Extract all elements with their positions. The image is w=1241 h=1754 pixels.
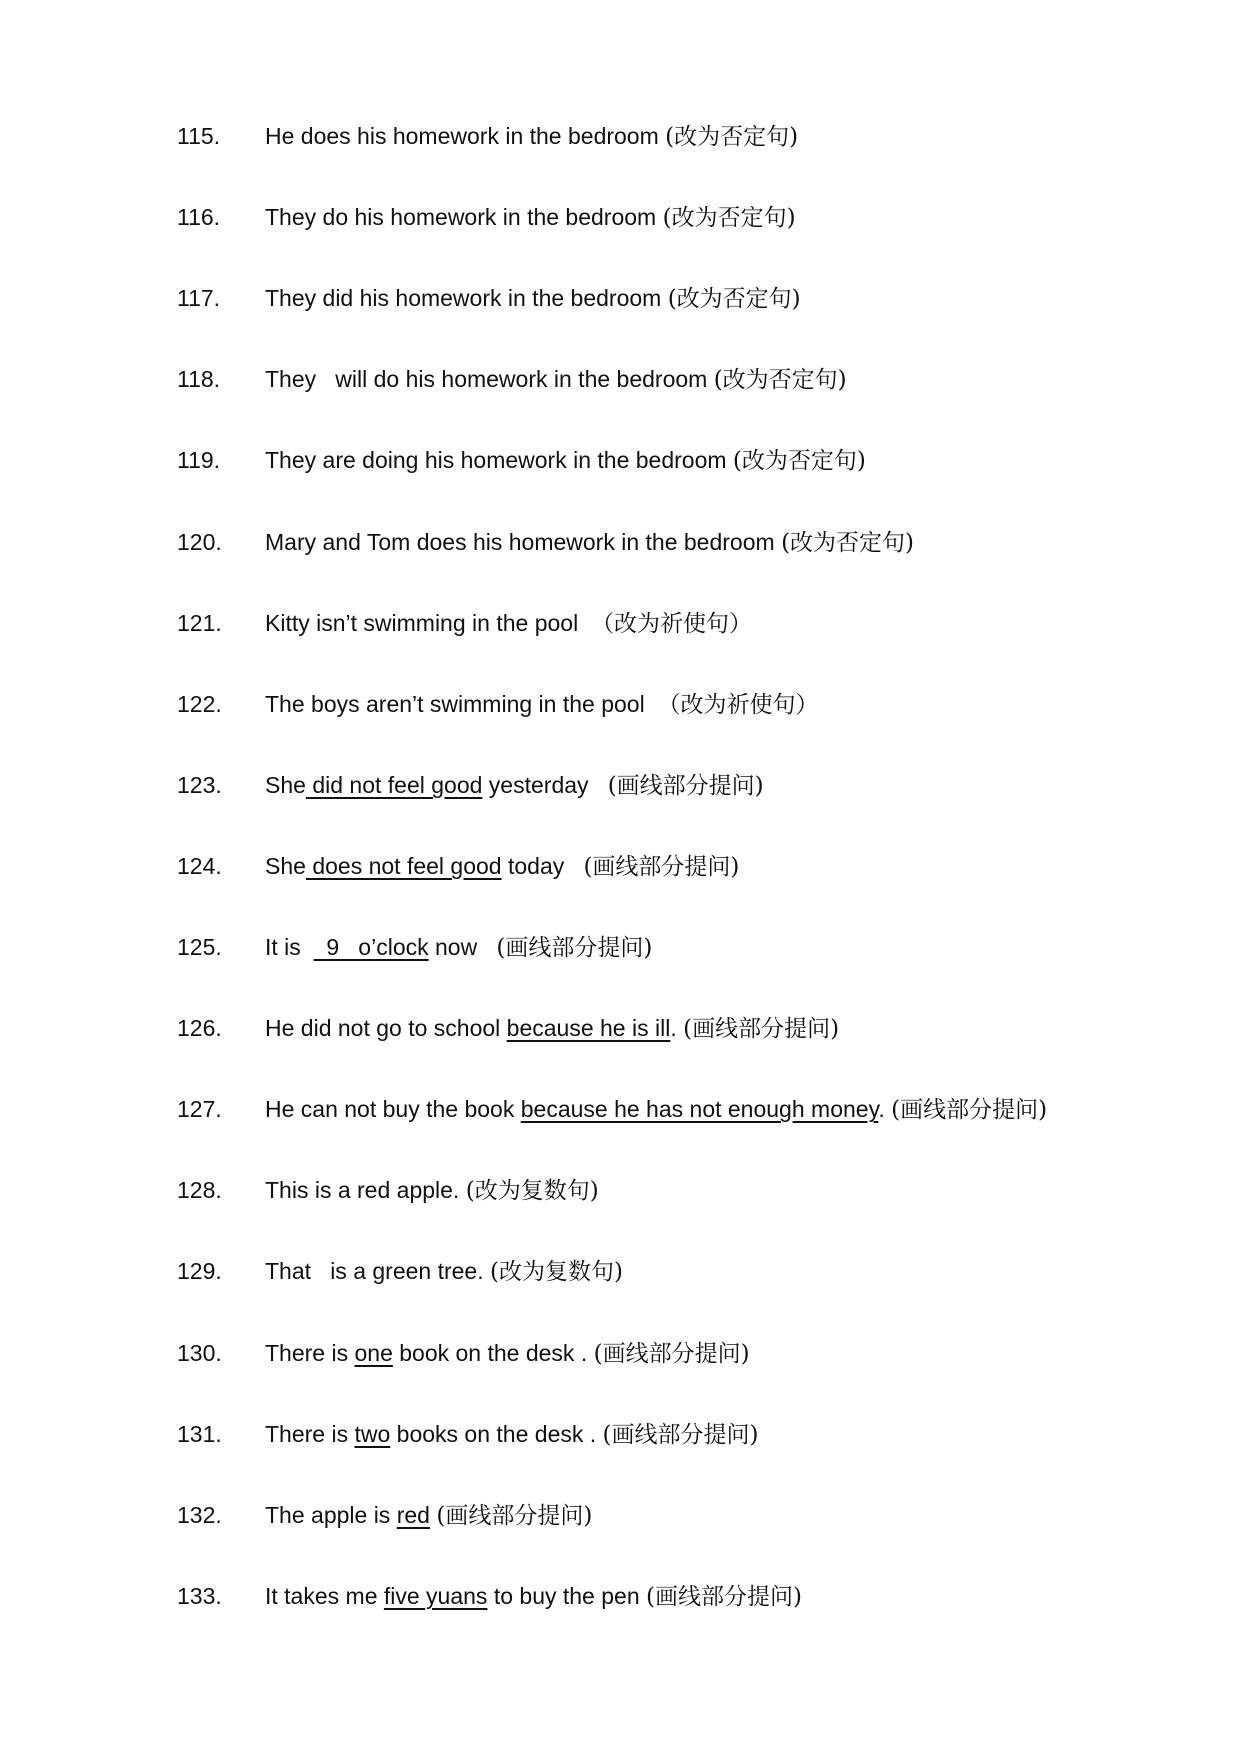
instruction-note: (画线部分提问) bbox=[496, 935, 653, 961]
exercise-number: 123. bbox=[177, 771, 222, 798]
sentence-text: The boys aren’t swimming in the pool bbox=[265, 690, 658, 717]
underlined-part: because he is ill bbox=[506, 1015, 671, 1042]
exercise-item bbox=[0, 278, 1241, 318]
exercise-number: 128. bbox=[177, 1177, 222, 1204]
exercise-sentence bbox=[265, 765, 764, 806]
instruction-note: (画线部分提问) bbox=[583, 853, 740, 880]
instruction-note: (画线部分提问) bbox=[683, 1016, 840, 1043]
sentence-text: That is a green tree. bbox=[265, 1258, 491, 1285]
exercise-item bbox=[0, 1251, 1241, 1291]
exercise-number: 132. bbox=[177, 1501, 222, 1528]
sentence-text: Mary and Tom does his homework in the bedroom bbox=[265, 528, 782, 555]
exercise-number: 115. bbox=[177, 123, 221, 149]
exercise-sentence bbox=[265, 1495, 592, 1536]
instruction-note: (改为否定句) bbox=[781, 529, 915, 556]
exercise-sentence bbox=[265, 1089, 1047, 1130]
exercise-number: 127. bbox=[177, 1096, 222, 1123]
exercise-number: 130. bbox=[177, 1339, 222, 1366]
sentence-text: book on the desk . bbox=[392, 1339, 594, 1366]
sentence-text: He does his homework in the bedroom bbox=[265, 123, 666, 149]
exercise-item bbox=[0, 116, 1241, 156]
exercise-number: 126. bbox=[177, 1015, 222, 1042]
exercise-number: 118. bbox=[177, 366, 221, 393]
exercise-item bbox=[0, 197, 1241, 237]
exercise-item bbox=[0, 440, 1241, 480]
sentence-text: . bbox=[670, 1015, 684, 1042]
sentence-text: She bbox=[265, 852, 306, 879]
exercise-sentence bbox=[265, 1251, 623, 1292]
underlined-part: red bbox=[396, 1501, 430, 1528]
exercise-number: 121. bbox=[177, 609, 222, 636]
exercise-number: 117. bbox=[177, 285, 221, 312]
instruction-note: (画线部分提问) bbox=[891, 1097, 1048, 1124]
exercise-item bbox=[0, 765, 1241, 805]
instruction-note: （改为祈使句） bbox=[590, 610, 752, 637]
instruction-note: (画线部分提问) bbox=[436, 1502, 593, 1529]
exercise-number: 125. bbox=[177, 934, 222, 960]
exercise-item bbox=[0, 522, 1241, 562]
exercise-sentence bbox=[265, 684, 818, 725]
sentence-text: They do his homework in the bedroom bbox=[265, 204, 663, 231]
instruction-note: (画线部分提问) bbox=[607, 772, 764, 799]
instruction-note: (改为否定句) bbox=[713, 367, 847, 394]
exercise-item bbox=[0, 1089, 1241, 1129]
exercise-number: 131. bbox=[177, 1420, 222, 1447]
exercise-sentence bbox=[265, 603, 752, 644]
exercise-number: 122. bbox=[177, 690, 222, 717]
instruction-note: (改为否定句) bbox=[667, 286, 801, 313]
sentence-text: Kitty isn’t swimming in the pool bbox=[265, 609, 591, 636]
underlined-part: does not feel good bbox=[305, 852, 502, 879]
exercise-item bbox=[0, 846, 1241, 886]
instruction-note: (画线部分提问) bbox=[593, 1340, 750, 1367]
exercise-item bbox=[0, 927, 1241, 967]
sentence-text: There is bbox=[265, 1339, 355, 1366]
exercise-sentence bbox=[265, 278, 801, 319]
exercise-item bbox=[0, 1414, 1241, 1454]
exercise-number: 120. bbox=[177, 528, 222, 555]
sentence-text: It is bbox=[265, 934, 314, 960]
sentence-text: . bbox=[878, 1096, 892, 1123]
instruction-note: (改为否定句) bbox=[662, 205, 796, 232]
exercise-number: 129. bbox=[177, 1258, 222, 1285]
instruction-note: (改为复数句) bbox=[490, 1259, 623, 1286]
sentence-text: yesterday bbox=[482, 771, 608, 798]
instruction-note: (改为复数句) bbox=[465, 1178, 599, 1205]
exercise-item bbox=[0, 1576, 1241, 1616]
exercise-item bbox=[0, 1333, 1241, 1373]
sentence-text: now bbox=[428, 934, 497, 960]
exercise-item bbox=[0, 603, 1241, 643]
underlined-part: 9 o’clock bbox=[313, 934, 429, 960]
underlined-part: two bbox=[354, 1420, 391, 1447]
sentence-text: She bbox=[265, 771, 306, 798]
instruction-note: (画线部分提问) bbox=[646, 1583, 802, 1610]
sentence-text: to buy the pen bbox=[487, 1582, 647, 1609]
instruction-note: （改为祈使句） bbox=[657, 691, 819, 718]
exercise-number: 133. bbox=[177, 1582, 222, 1609]
instruction-note: (画线部分提问) bbox=[602, 1421, 759, 1448]
exercise-sentence bbox=[265, 1008, 839, 1049]
exercise-sentence bbox=[265, 197, 796, 238]
underlined-part: did not feel good bbox=[305, 771, 483, 798]
exercise-item bbox=[0, 359, 1241, 399]
exercise-sentence bbox=[265, 1576, 802, 1617]
sentence-text: It takes me bbox=[265, 1582, 384, 1609]
exercise-item bbox=[0, 684, 1241, 724]
exercise-sentence bbox=[265, 1333, 750, 1374]
sentence-text: There is bbox=[265, 1420, 355, 1447]
instruction-note: (改为否定句) bbox=[665, 124, 799, 150]
exercise-number: 124. bbox=[177, 852, 222, 879]
exercise-item bbox=[0, 1495, 1241, 1535]
exercise-number: 119. bbox=[177, 447, 221, 474]
exercise-sentence bbox=[265, 440, 866, 481]
exercise-sentence bbox=[265, 927, 652, 968]
exercise-number: 116. bbox=[177, 204, 221, 231]
exercise-sentence bbox=[265, 1414, 758, 1455]
exercise-item bbox=[0, 1008, 1241, 1048]
sentence-text: books on the desk . bbox=[390, 1420, 603, 1447]
underlined-part: one bbox=[354, 1339, 393, 1366]
sentence-text: They did his homework in the bedroom bbox=[265, 285, 668, 312]
underlined-part: because he has not enough money bbox=[520, 1096, 879, 1123]
sentence-text: He did not go to school bbox=[265, 1015, 507, 1042]
sentence-text: The apple is bbox=[265, 1501, 397, 1528]
exercise-sentence bbox=[265, 116, 798, 157]
exercise-sentence bbox=[265, 846, 739, 887]
underlined-part: five yuans bbox=[383, 1582, 488, 1609]
exercise-sentence bbox=[265, 359, 847, 400]
sentence-text: They are doing his homework in the bedroom bbox=[265, 447, 733, 474]
exercise-item bbox=[0, 1170, 1241, 1210]
exercise-sentence bbox=[265, 522, 914, 563]
instruction-note: (改为否定句) bbox=[732, 448, 866, 475]
sentence-text: today bbox=[501, 852, 584, 879]
sentence-text: They will do his homework in the bedroom bbox=[265, 366, 714, 393]
sentence-text: He can not buy the book bbox=[265, 1096, 521, 1123]
sentence-text: This is a red apple. bbox=[265, 1177, 466, 1204]
exercise-sentence bbox=[265, 1170, 599, 1211]
